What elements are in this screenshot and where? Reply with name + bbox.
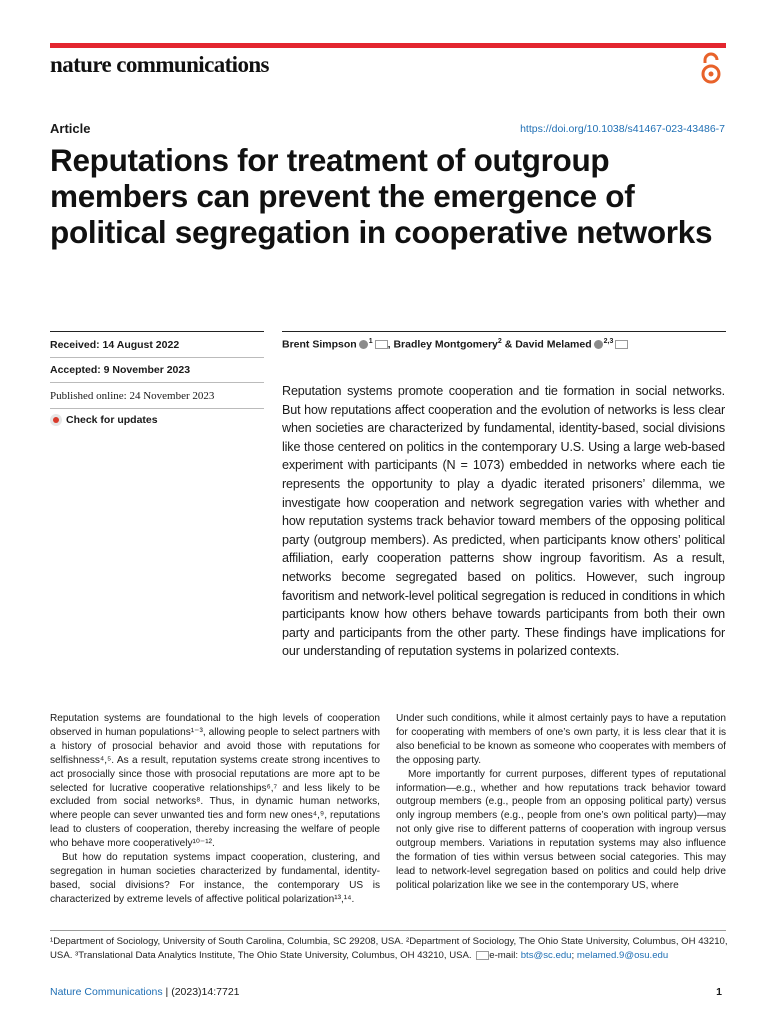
check-for-updates-button[interactable] xyxy=(50,414,158,426)
orcid-icon[interactable] xyxy=(359,340,368,349)
meta-divider xyxy=(50,382,264,383)
author-name[interactable]: Brent Simpson xyxy=(282,338,357,351)
body-paragraph: More importantly for current purposes, different types of reputational information—e.g., whether and how reputations track behavior toward outgroup members (e.g., people from an opposing political party) versus only ingroup members (e.g., people from one’s own political party)—may not only give rise to different patterns of cooperation with ingroup versus outgroup members. Variations in reputation systems may also influence the formation of ties within versus between social categories. This may lead to network-level segregation based on politics and could help drive political polarization like we see in the contemporary US, where xyxy=(396,768,726,891)
article-title: Reputations for treatment of outgroup members can prevent the emergence of political segregation in cooperative networks xyxy=(50,142,713,250)
email-link[interactable]: melamed.9@osu.edu xyxy=(576,950,669,961)
footnote-divider xyxy=(50,930,726,931)
author-affiliation: 2,3 xyxy=(603,338,614,345)
authors-divider xyxy=(282,331,726,332)
mail-icon[interactable] xyxy=(375,340,388,349)
footer-journal-link[interactable]: Nature Communications xyxy=(50,986,163,998)
body-paragraph: Under such conditions, while it almost certainly pays to have a reputation for cooperating with members of one’s own party, it is less clear that it is also beneficial to be known as someone who cooperates with members of the opposing party. xyxy=(396,713,726,766)
abstract: Reputation systems promote cooperation and tie formation in social networks. But how reputations affect cooperation and the evolution of networks is less clear when societies are characterized by fundamental, identity-based, social divisions like those centered on politics in the contemporary U.S. Using a large web-based experiment with participants (N = 1073) embedded in networks where each tie represents the opportunity to play a dyadic iterated prisoners’ dilemma, we investigate how cooperation and network segregation varies with whether and how reputation systems track behavior toward members of the opposing political party (outgroup members). As predicted, when participants know others’ political affiliation, early cooperation patterns show ingroup favoritism. As a result, networks become segregated based on politics. However, such ingroup favoritism and network-level political segregation is reduced in conditions in which participants know how others behave towards participants from both their own party and participants from the other party. These findings have implications for our understanding of reputation systems in polarized contexts. xyxy=(282,384,725,659)
email-label: e-mail: xyxy=(489,950,521,961)
open-access-icon xyxy=(700,52,722,86)
body-paragraph: But how do reputation systems impact cooperation, clustering, and segregation in human societies characterized by fundamental, identity-based, social divisions? For instance, the contemporary US is characterized by extreme levels of affective political polarization¹³,¹⁴. xyxy=(50,852,380,905)
published-date: Published online: 24 November 2023 xyxy=(50,390,215,402)
check-updates-label: Check for updates xyxy=(66,414,158,426)
mail-icon xyxy=(476,951,489,960)
author-list xyxy=(282,338,628,351)
accepted-date: Accepted: 9 November 2023 xyxy=(50,364,191,376)
footer-citation: | (2023)14:7721 xyxy=(162,986,240,998)
doi-link[interactable]: https://doi.org/10.1038/s41467-023-43486-7 xyxy=(520,123,725,135)
email-separator: ; xyxy=(571,950,577,961)
page-number: 1 xyxy=(716,986,722,998)
author-name[interactable]: Bradley Montgomery xyxy=(393,338,498,351)
journal-accent-bar xyxy=(50,43,726,48)
page-footer xyxy=(50,986,240,998)
affiliations-text: ¹Department of Sociology, University of South Carolina, Columbia, SC 29208, USA. ²Department of Sociology, The Ohio State University, Columbus, OH 43210, USA. ³Translational Data Analytics Institute, The Ohio State University, Columbus, OH 43210, USA. xyxy=(50,936,728,961)
author-separator: & xyxy=(501,338,516,351)
body-column-left xyxy=(50,712,380,907)
mail-icon[interactable] xyxy=(615,340,628,349)
check-updates-icon xyxy=(50,414,62,426)
author-name[interactable]: David Melamed xyxy=(515,338,592,351)
meta-divider xyxy=(50,357,264,358)
meta-divider xyxy=(50,408,264,409)
author-affiliation: 1 xyxy=(368,338,373,345)
author-affiliation: 2 xyxy=(497,338,502,345)
orcid-icon[interactable] xyxy=(594,340,603,349)
journal-name: nature communications xyxy=(50,52,269,77)
email-link[interactable]: bts@sc.edu xyxy=(520,950,572,961)
author-separator: , xyxy=(387,338,394,351)
article-type-label: Article xyxy=(50,121,91,136)
body-paragraph: Reputation systems are foundational to the high levels of cooperation observed in human populations¹⁻³, allowing people to select partners with a history of prosocial behavior and avoid those with reputations for selfishness⁴,⁵. As a result, reputation systems create strong incentives to act prosocially since those with prosocial reputations are more apt to be selected for lucrative cooperative relationships⁶,⁷ and less likely to be excluded from social networks⁸. Thus, in dynamic human networks, where people can sever unwanted ties and form new ones⁴,⁹, reputations lead to clusters of cooperation, thereby increasing the welfare of people who behave more cooperatively¹⁰⁻¹². xyxy=(50,713,380,850)
affiliations-footnote xyxy=(50,935,730,963)
meta-divider xyxy=(50,331,264,332)
received-date: Received: 14 August 2022 xyxy=(50,339,180,351)
body-column-right xyxy=(396,712,726,893)
